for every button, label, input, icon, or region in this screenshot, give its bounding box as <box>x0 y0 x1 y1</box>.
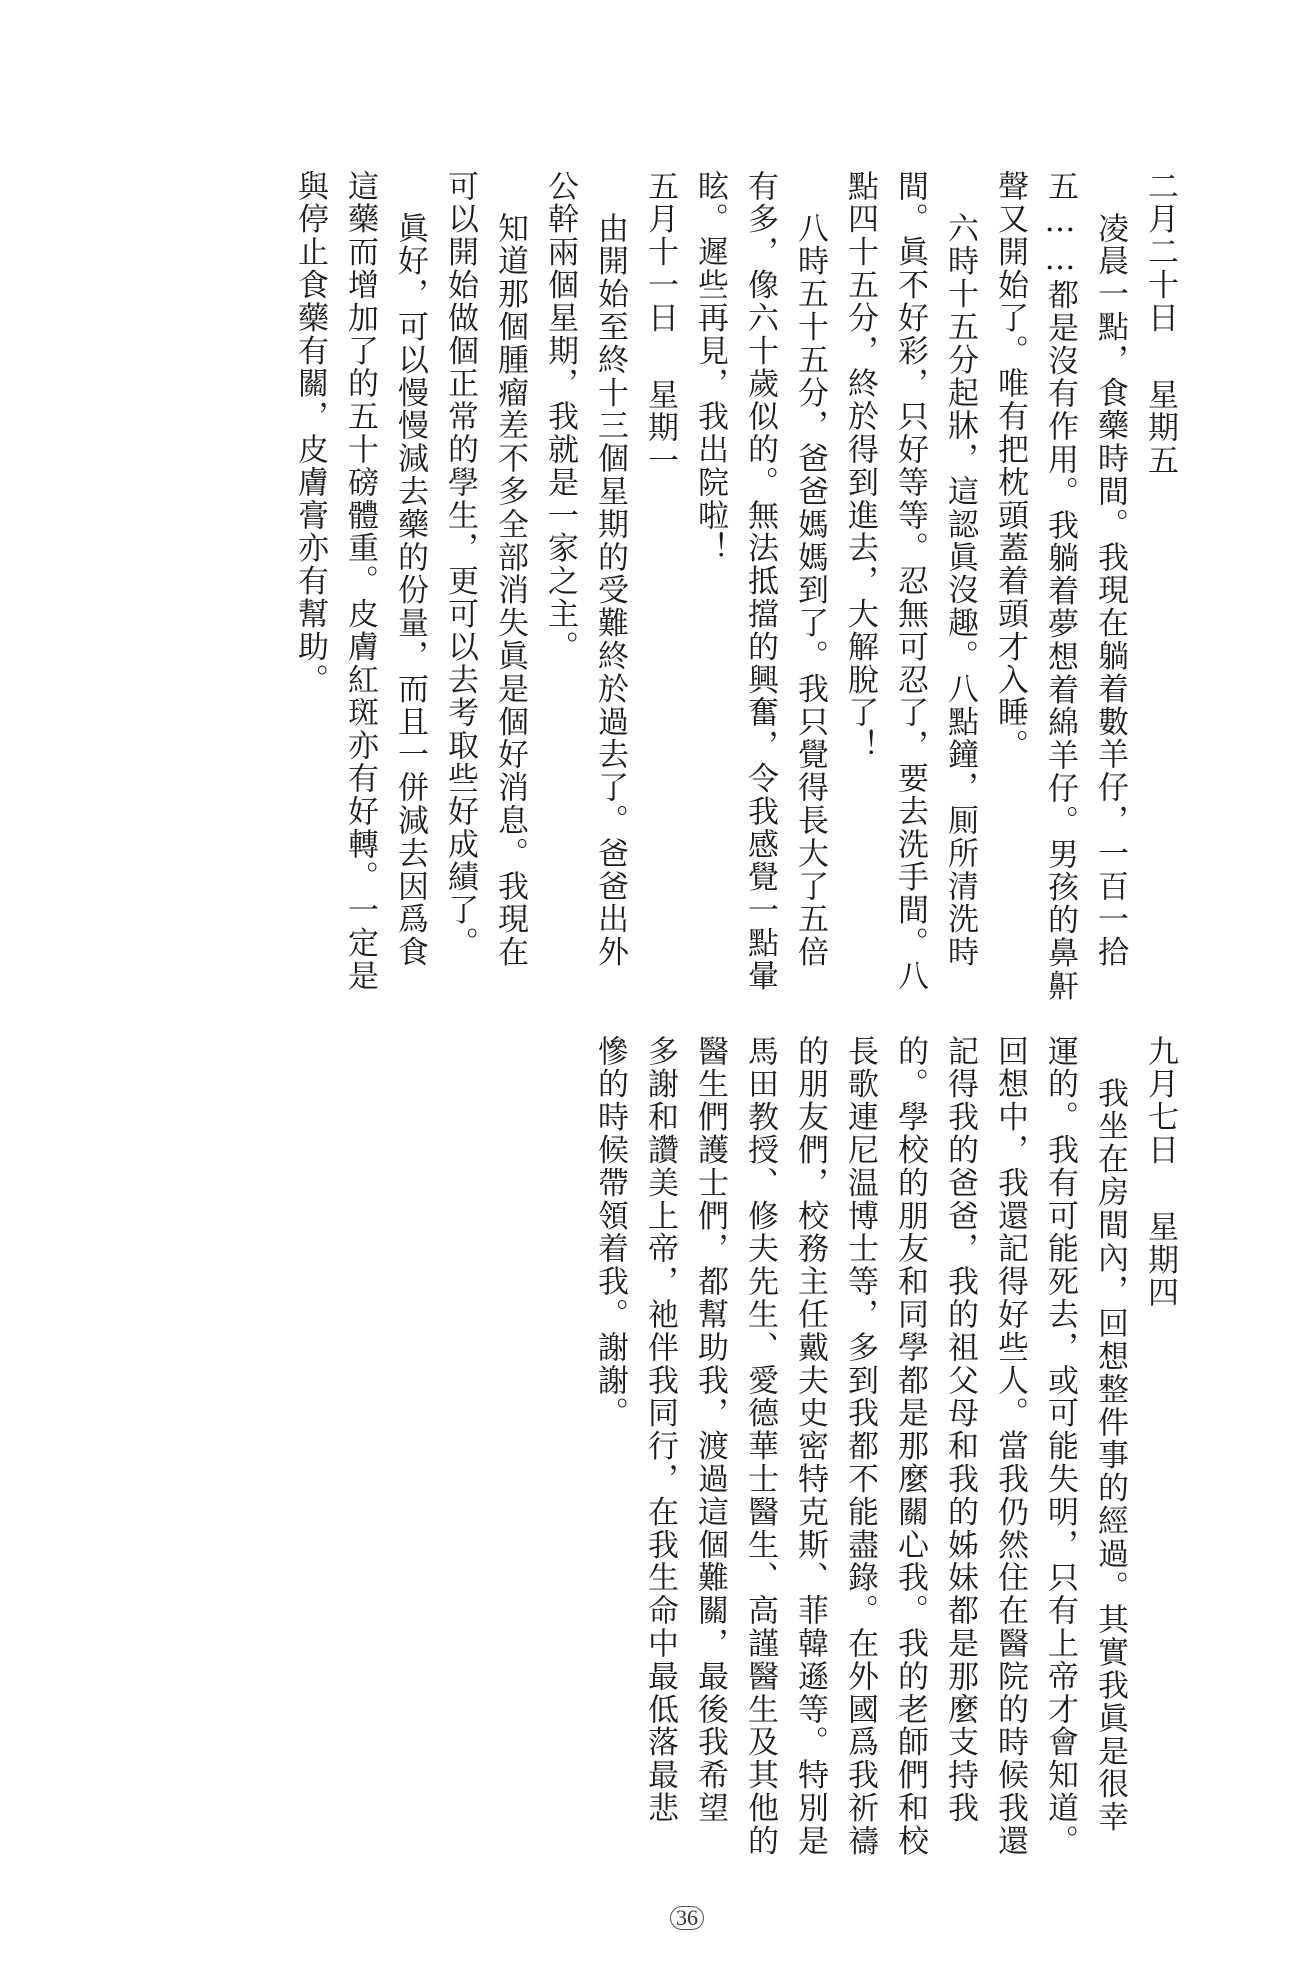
entry-line: 與停止食藥有關，皮膚膏亦有幫助。 <box>292 170 328 697</box>
entry-weekday: 星期一 <box>642 378 678 478</box>
page-number-value: 36 <box>670 1906 704 1930</box>
entry-line: 眞好，可以慢慢減去藥的份量，而且一併減去因爲食 <box>392 212 428 969</box>
entry-heading <box>640 170 680 477</box>
entry-line: 長歌連尼温博士等，多到我都不能盡錄。在外國爲我祈禱 <box>842 1035 878 1858</box>
entry-line: 間。眞不好彩，只好等等。忍無可忍了，要去洗手間。八 <box>892 170 928 993</box>
entry-line: 的。學校的朋友和同學都是那麼關心我。我的老師們和校 <box>892 1035 928 1858</box>
entry-line: 我坐在房間內，回想整件事的經過。其實我眞是很幸 <box>1092 1077 1128 1834</box>
entry-line: 的朋友們，校務主任戴夫史密特克斯、菲韓遜等。特別是 <box>792 1035 828 1858</box>
entry-line: 馬田教授、修夫先生、愛德華士醫生、高謹醫生及其他的 <box>742 1035 778 1858</box>
entry-heading <box>1140 170 1180 477</box>
entry-weekday: 星期五 <box>1142 378 1178 478</box>
entry-line: 公幹兩個星期，我就是一家之主。 <box>542 170 578 664</box>
entry-line: 醫生們護士們，都幫助我，渡過這個難關，最後我希望 <box>692 1035 728 1825</box>
entry-line: 點四十五分，終於得到進去，大解脫了！ <box>842 170 878 763</box>
entry-line: 知道那個腫瘤差不多全部消失眞是個好消息。我現在 <box>492 212 528 969</box>
entry-date: 五月十一日 <box>642 170 678 335</box>
entry-date: 九月七日 <box>1142 1035 1178 1167</box>
entry-line: 回想中，我還記得好些人。當我仍然住在醫院的時候我還 <box>992 1035 1028 1858</box>
entry-weekday: 星期四 <box>1142 1210 1178 1310</box>
entry-line: 五……都是沒有作用。我躺着夢想着綿羊仔。男孩的鼻鼾 <box>1042 170 1078 1003</box>
entry-date: 二月二十日 <box>1142 170 1178 335</box>
entry-line: 多謝和讚美上帝，祂伴我同行，在我生命中最低落最悲 <box>642 1035 678 1825</box>
entry-line: 慘的時候帶領着我。謝謝。 <box>592 1035 628 1430</box>
entry-line: 有多，像六十歲似的。無法抵擋的興奮，令我感覺一點暈 <box>742 170 778 993</box>
entry-line: 八時五十五分，爸爸媽媽到了。我只覺得長大了五倍 <box>792 212 828 969</box>
entry-line: 眩。遲些再見，我出院啦！ <box>692 170 728 565</box>
entry-heading <box>1140 1035 1180 1309</box>
entry-line: 由開始至終十三個星期的受難終於過去了。爸爸出外 <box>592 212 628 969</box>
entry-line: 記得我的爸爸，我的祖父母和我的姊妹都是那麼支持我 <box>942 1035 978 1825</box>
page-number <box>670 1905 704 1931</box>
entry-line: 運的。我有可能死去，或可能失明，只有上帝才會知道。 <box>1042 1035 1078 1858</box>
entry-line: 聲又開始了。唯有把枕頭蓋着頭才入睡。 <box>992 170 1028 763</box>
entry-line: 凌晨一點，食藥時間。我現在躺着數羊仔，一百一拾 <box>1092 212 1128 969</box>
entry-line: 六時十五分起牀，這認眞沒趣。八點鐘，厠所清洗時 <box>942 212 978 969</box>
entry-line: 這藥而增加了的五十磅體重。皮膚紅斑亦有好轉。一定是 <box>342 170 378 993</box>
entry-line: 可以開始做個正常的學生，更可以去考取些好成績了。 <box>442 170 478 960</box>
